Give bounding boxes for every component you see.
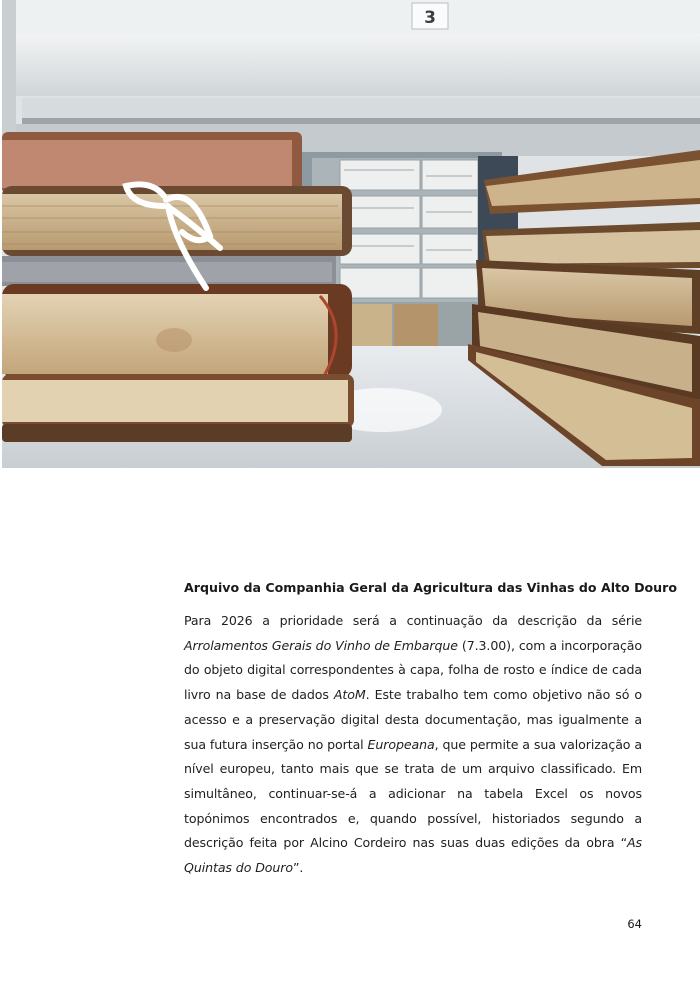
shelf-number-label: 3	[424, 8, 436, 28]
paragraph-text-5: ”.	[292, 860, 304, 876]
page-number: 64	[627, 917, 642, 931]
section-title: Arquivo da Companhia Geral da Agricultura das Vinhas do Alto Douro	[184, 580, 678, 595]
paragraph-text-2: (7.3.00), com a incorporação do objeto digital correspondentes à capa, folha de rosto e índice de cada livro na base de dados	[184, 637, 642, 703]
archive-books-photo	[2, 0, 700, 468]
paragraph-italic-database: AtoM	[333, 687, 366, 703]
paragraph-text-3: . Este trabalho tem como objetivo não só o acesso e a preservação digital desta documentação, mas igualmente a sua futura inserção no portal	[184, 687, 642, 752]
paragraph-italic-book-title: As Quintas do Douro	[184, 835, 642, 876]
paragraph-text-4: , que permite a sua valorização a nível europeu, tanto mais que se trata de um arquivo classificado. Em simultâneo, continuar-se-á a adicionar na tabela Excel os novos topónimos encontrados e, quando possível, historiados segundo a descrição feita por Alcino Cordeiro nas suas duas edições da obra “	[184, 736, 642, 851]
paragraph-italic-series-title: Arrolamentos Gerais do Vinho de Embarque	[184, 637, 458, 653]
paragraph-text-1: Para 2026 a prioridade será a continuação da descrição da série	[184, 613, 642, 628]
section-paragraph	[184, 609, 642, 881]
paragraph-italic-portal: Europeana	[367, 736, 435, 752]
